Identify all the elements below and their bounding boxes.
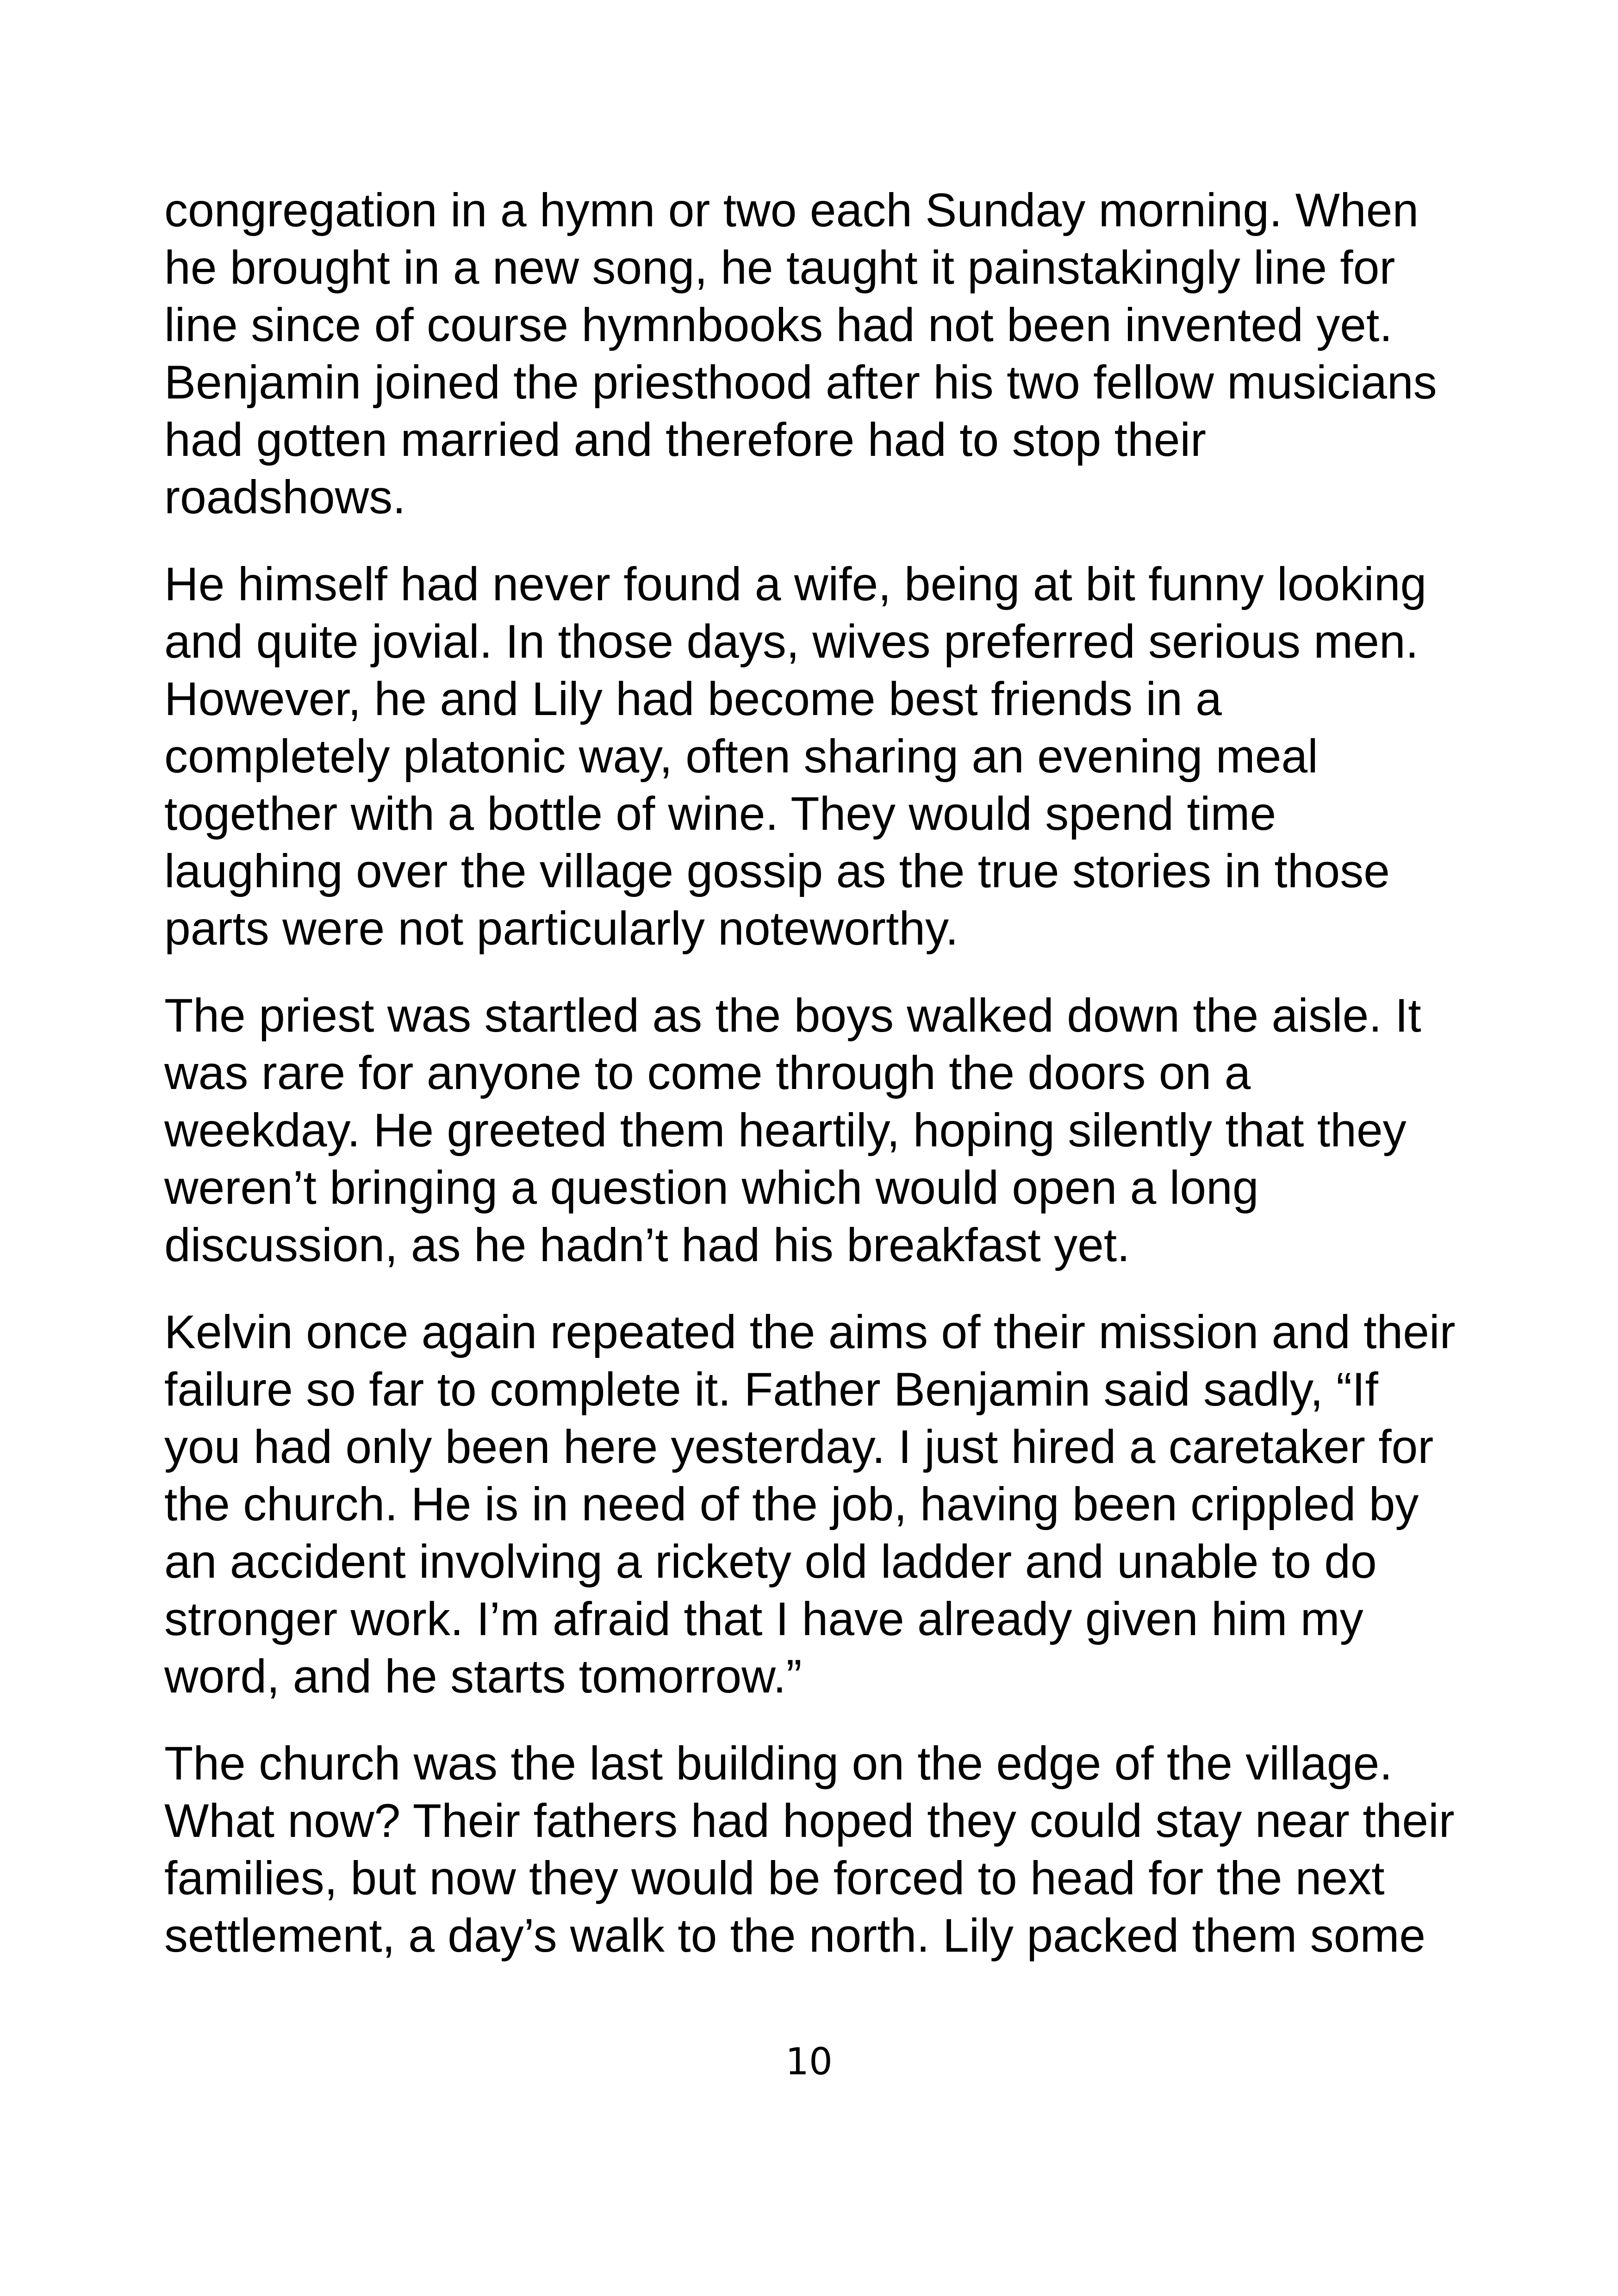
text-line: parts were not particularly noteworthy. [164,902,958,955]
text-line: he brought in a new song, he taught it painstakingly line for [164,241,1395,294]
text-line: Kelvin once again repeated the aims of their mission and their [164,1306,1456,1358]
text-line: The church was the last building on the edge of the village. [164,1737,1393,1790]
paragraph-3 [164,987,1479,1274]
text-line: weren’t bringing a question which would open a long [164,1161,1259,1214]
text-line: However, he and Lily had become best friends in a [164,672,1222,725]
text-line: The priest was startled as the boys walked down the aisle. It [164,989,1421,1042]
text-line: word, and he starts tomorrow.” [164,1650,802,1703]
paragraph-4 [164,1303,1479,1705]
text-line: roadshows. [164,471,406,523]
paragraph-2 [164,555,1479,957]
text-line: laughing over the village gossip as the true stories in those [164,845,1390,897]
text-line: together with a bottle of wine. They would spend time [164,787,1276,840]
text-line: the church. He is in need of the job, having been crippled by [164,1478,1419,1531]
text-line: failure so far to complete it. Father Benjamin said sadly, “If [164,1363,1378,1416]
text-line: an accident involving a rickety old ladder and unable to do [164,1535,1377,1588]
text-line: families, but now they would be forced to head for the next [164,1852,1385,1904]
text-line: What now? Their fathers had hoped they could stay near their [164,1794,1455,1847]
text-line: discussion, as he hadn’t had his breakfast yet. [164,1219,1130,1271]
text-line: stronger work. I’m afraid that I have already given him my [164,1593,1363,1645]
paragraph-5 [164,1735,1479,1964]
text-line: completely platonic way, often sharing an evening meal [164,730,1318,783]
text-line: He himself had never found a wife, being at bit funny looking [164,558,1427,610]
paragraph-1 [164,181,1479,526]
text-line: settlement, a day’s walk to the north. Lily packed them some [164,1909,1426,1962]
text-line: Benjamin joined the priesthood after his two fellow musicians [164,356,1437,409]
body-text [164,181,1479,1994]
text-line: was rare for anyone to come through the doors on a [164,1046,1251,1099]
text-line: you had only been here yesterday. I just hired a caretaker for [164,1420,1434,1473]
page-number: 10 [785,2040,833,2083]
text-line: had gotten married and therefore had to stop their [164,413,1207,466]
text-line: weekday. He greeted them heartily, hoping silently that they [164,1104,1406,1157]
text-line: and quite jovial. In those days, wives preferred serious men. [164,615,1419,668]
text-line: congregation in a hymn or two each Sunday morning. When [164,184,1419,236]
text-line: line since of course hymnbooks had not been invented yet. [164,299,1393,351]
